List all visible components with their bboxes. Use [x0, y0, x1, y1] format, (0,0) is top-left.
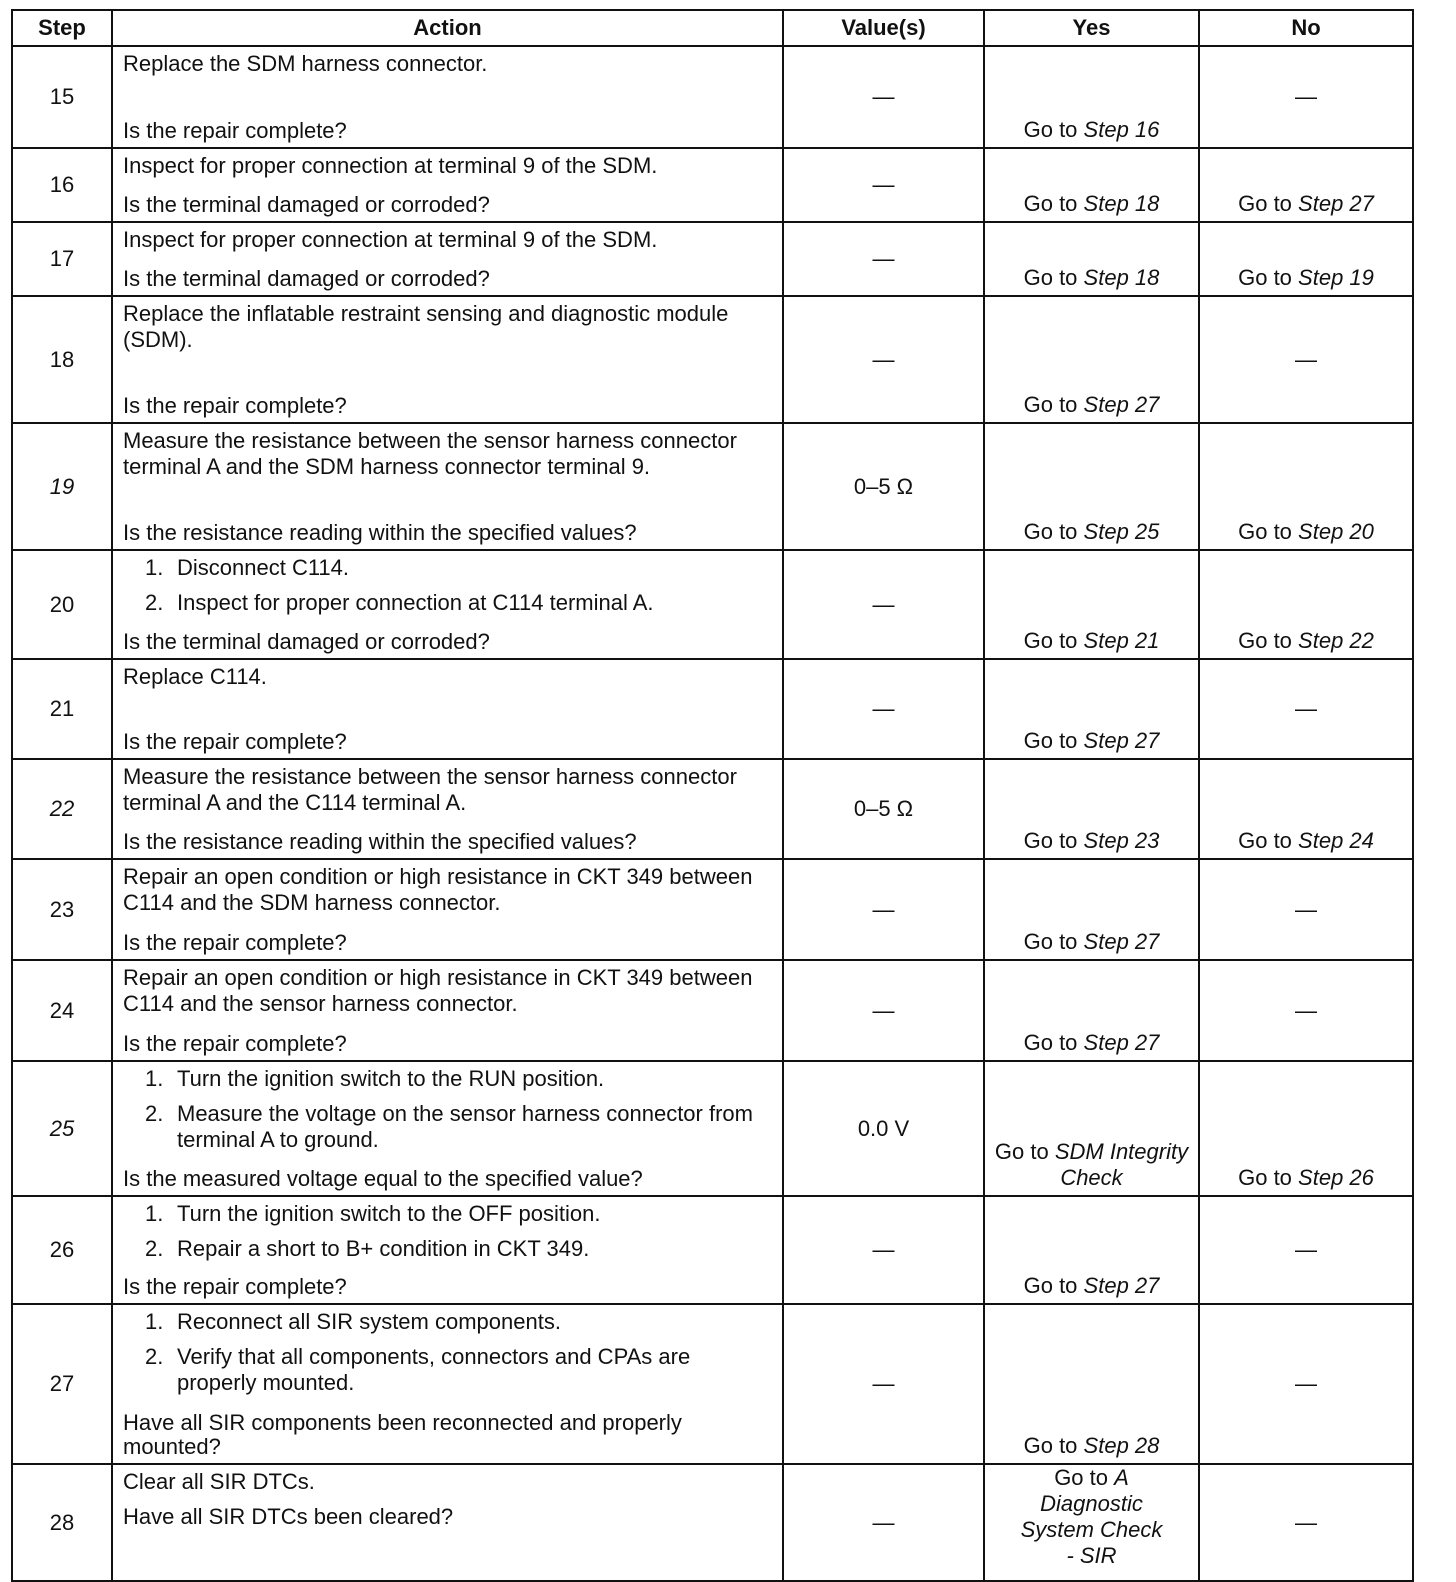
table-row [12, 659, 1413, 759]
step-link[interactable]: SDM Integrity Check [1054, 1139, 1189, 1190]
dash: — [1295, 997, 1317, 1023]
action-cell [112, 960, 783, 1061]
action-content [123, 965, 772, 1056]
step-number: 25 [12, 1061, 112, 1196]
table-row [12, 1304, 1413, 1464]
item-text: Turn the ignition switch to the OFF position. [177, 1201, 601, 1226]
item-number: 2. [145, 590, 164, 615]
action-cell [112, 659, 783, 759]
value-cell: — [783, 859, 984, 960]
step-link[interactable]: Step 16 [1083, 117, 1160, 142]
step-number: 22 [12, 759, 112, 859]
action-cell [112, 859, 783, 960]
step-link[interactable]: Step 19 [1298, 265, 1374, 290]
yes-cell [984, 759, 1199, 859]
numbered-item [123, 1066, 772, 1092]
action-cell [112, 423, 783, 550]
step-number: 15 [12, 46, 112, 148]
step-number: 20 [12, 550, 112, 659]
goto-prefix: Go to [1023, 1030, 1078, 1055]
value-cell: 0–5 Ω [783, 759, 984, 859]
value-cell: — [783, 550, 984, 659]
dash: — [1295, 84, 1317, 109]
yes-cell [984, 46, 1199, 148]
action-line: Replace the inflatable restraint sensing and diagnostic module (SDM). [123, 301, 729, 352]
action-line: Have all SIR DTCs been cleared? [123, 1504, 454, 1529]
action-question: Is the repair complete? [123, 729, 347, 754]
goto-prefix: Go to [1023, 728, 1078, 753]
item-number: 1. [145, 555, 164, 580]
step-link[interactable]: Step 28 [1083, 1433, 1160, 1458]
step-link[interactable]: A Diagnostic System Check - SIR [1020, 1465, 1163, 1568]
yes-cell [984, 550, 1199, 659]
dash: — [1295, 696, 1317, 721]
dash: — [1295, 1509, 1317, 1535]
value-cell: — [783, 1464, 984, 1581]
numbered-item [123, 1236, 772, 1262]
header-step: Step [12, 10, 112, 46]
goto-prefix: Go to [1023, 519, 1078, 544]
value-cell: — [783, 222, 984, 296]
action-content [123, 1469, 772, 1576]
no-cell [1199, 222, 1413, 296]
value-cell: — [783, 46, 984, 148]
action-cell [112, 1196, 783, 1304]
value-cell: — [783, 148, 984, 222]
table-row [12, 859, 1413, 960]
yes-cell [984, 1196, 1199, 1304]
step-link[interactable]: Step 27 [1083, 392, 1160, 417]
goto-prefix: Go to [1023, 1273, 1078, 1298]
action-line: Inspect for proper connection at terminal 9 of the SDM. [123, 153, 658, 178]
step-link[interactable]: Step 27 [1298, 191, 1374, 216]
action-line: Clear all SIR DTCs. [123, 1469, 315, 1494]
item-number: 2. [145, 1344, 164, 1369]
action-content [123, 301, 772, 418]
no-cell [1199, 1304, 1413, 1464]
action-content [123, 1066, 772, 1191]
action-content [123, 555, 772, 654]
action-line: Repair an open condition or high resistance in CKT 349 between C114 and the sensor harness connector. [123, 965, 753, 1016]
dash: — [1295, 1371, 1317, 1396]
yes-cell [984, 423, 1199, 550]
numbered-item [123, 555, 772, 581]
item-text: Repair a short to B+ condition in CKT 349. [177, 1236, 590, 1261]
item-number: 1. [145, 1309, 164, 1334]
step-number: 27 [12, 1304, 112, 1464]
step-number: 19 [12, 423, 112, 550]
numbered-item [123, 1344, 772, 1396]
value-cell: 0–5 Ω [783, 423, 984, 550]
action-content [123, 864, 772, 955]
no-cell [1199, 960, 1413, 1061]
header-no: No [1199, 10, 1413, 46]
no-cell [1199, 1061, 1413, 1196]
goto-prefix: Go to [1023, 265, 1078, 290]
numbered-item [123, 1309, 772, 1335]
step-link[interactable]: Step 26 [1298, 1165, 1374, 1190]
goto-prefix: Go to [1023, 117, 1078, 142]
dash: — [1295, 896, 1317, 922]
action-line: Measure the resistance between the sensor harness connector terminal A and the C114 terminal A. [123, 764, 737, 815]
action-content [123, 51, 772, 143]
no-cell [1199, 1196, 1413, 1304]
action-question: Is the terminal damaged or corroded? [123, 192, 490, 217]
action-content [123, 664, 772, 754]
goto-prefix: Go to [1023, 191, 1078, 216]
diagnostic-table [11, 9, 1414, 1582]
item-text: Turn the ignition switch to the RUN position. [177, 1066, 605, 1091]
action-cell [112, 46, 783, 148]
item-text: Disconnect C114. [177, 555, 350, 580]
item-text: Reconnect all SIR system components. [177, 1309, 561, 1334]
numbered-item [123, 590, 772, 616]
no-cell [1199, 759, 1413, 859]
goto-prefix: Go to [1238, 828, 1292, 853]
action-question: Is the resistance reading within the specified values? [123, 520, 637, 545]
step-number: 28 [12, 1464, 112, 1581]
header-values: Value(s) [783, 10, 984, 46]
step-link[interactable]: Step 22 [1298, 628, 1374, 653]
yes-cell [984, 859, 1199, 960]
yes-cell [984, 659, 1199, 759]
table-row [12, 1061, 1413, 1196]
step-link[interactable]: Step 18 [1083, 191, 1160, 216]
item-number: 2. [145, 1236, 164, 1261]
header-row [12, 10, 1413, 46]
step-number: 16 [12, 148, 112, 222]
action-content [123, 1201, 772, 1299]
yes-cell [984, 148, 1199, 222]
goto-prefix: Go to [1023, 1433, 1078, 1458]
action-question: Is the terminal damaged or corroded? [123, 266, 490, 291]
goto-prefix: Go to [1238, 628, 1292, 653]
goto-prefix: Go to [1238, 191, 1292, 216]
dash: — [1295, 1237, 1317, 1262]
action-question: Is the repair complete? [123, 118, 347, 143]
goto-prefix: Go to [1238, 519, 1292, 544]
goto-prefix: Go to [1023, 929, 1078, 954]
step-link[interactable]: Step 24 [1298, 828, 1374, 853]
action-question: Have all SIR components been reconnected and properly mounted? [123, 1410, 682, 1459]
action-line: Inspect for proper connection at terminal 9 of the SDM. [123, 227, 658, 252]
no-cell [1199, 859, 1413, 960]
step-number: 23 [12, 859, 112, 960]
step-number: 18 [12, 296, 112, 423]
step-link[interactable]: Step 25 [1083, 519, 1160, 544]
item-text: Measure the voltage on the sensor harness connector from terminal A to ground. [177, 1101, 753, 1152]
goto-prefix: Go to [1238, 265, 1292, 290]
table-row [12, 1196, 1413, 1304]
no-cell [1199, 1464, 1413, 1581]
no-cell [1199, 46, 1413, 148]
value-cell: — [783, 296, 984, 423]
table-row [12, 960, 1413, 1061]
step-link[interactable]: Step 27 [1083, 728, 1160, 753]
action-cell [112, 148, 783, 222]
value-cell: — [783, 659, 984, 759]
no-cell [1199, 423, 1413, 550]
action-cell [112, 1061, 783, 1196]
table-row [12, 423, 1413, 550]
yes-cell [984, 1304, 1199, 1464]
action-content [123, 428, 772, 545]
item-number: 2. [145, 1101, 164, 1126]
numbered-item [123, 1201, 772, 1227]
action-cell [112, 296, 783, 423]
action-question: Is the repair complete? [123, 930, 347, 955]
action-question: Is the resistance reading within the specified values? [123, 829, 637, 854]
action-question: Is the repair complete? [123, 1274, 347, 1299]
no-cell [1199, 296, 1413, 423]
no-cell [1199, 550, 1413, 659]
step-link[interactable]: Step 27 [1083, 929, 1160, 954]
no-cell [1199, 148, 1413, 222]
action-line: Repair an open condition or high resistance in CKT 349 between C114 and the SDM harness connector. [123, 864, 753, 915]
action-content [123, 1309, 772, 1459]
action-question: Is the repair complete? [123, 1031, 347, 1056]
value-cell: — [783, 1196, 984, 1304]
value-cell: — [783, 960, 984, 1061]
header-yes: Yes [984, 10, 1199, 46]
table-row [12, 1464, 1413, 1581]
action-question: Is the repair complete? [123, 393, 347, 418]
value-cell: — [783, 1304, 984, 1464]
step-link[interactable]: Step 18 [1083, 265, 1160, 290]
table-row [12, 759, 1413, 859]
action-question: Is the terminal damaged or corroded? [123, 629, 490, 654]
goto-prefix: Go to [1023, 628, 1078, 653]
action-cell [112, 1304, 783, 1464]
step-number: 17 [12, 222, 112, 296]
dash: — [1295, 346, 1317, 372]
table-row [12, 46, 1413, 148]
action-line: Measure the resistance between the sensor harness connector terminal A and the SDM harness connector terminal 9. [123, 428, 737, 479]
step-link[interactable]: Step 23 [1083, 828, 1160, 853]
step-link[interactable]: Step 27 [1083, 1030, 1160, 1055]
step-link[interactable]: Step 27 [1083, 1273, 1160, 1298]
yes-cell [984, 1464, 1199, 1581]
no-cell [1199, 659, 1413, 759]
table-row [12, 148, 1413, 222]
item-text: Inspect for proper connection at C114 terminal A. [177, 590, 654, 615]
action-question: Is the measured voltage equal to the specified value? [123, 1166, 643, 1191]
item-number: 1. [145, 1066, 164, 1091]
yes-cell [984, 960, 1199, 1061]
goto-prefix: Go to [1023, 828, 1078, 853]
action-cell [112, 222, 783, 296]
item-number: 1. [145, 1201, 164, 1226]
action-cell [112, 759, 783, 859]
goto-prefix: Go to [1238, 1165, 1292, 1190]
item-text: Verify that all components, connectors and CPAs are properly mounted. [177, 1344, 691, 1395]
step-number: 24 [12, 960, 112, 1061]
goto-prefix: Go to [1023, 392, 1078, 417]
action-content [123, 764, 772, 854]
goto-prefix: Go to [1054, 1465, 1108, 1490]
step-link[interactable]: Step 21 [1083, 628, 1160, 653]
table-row [12, 222, 1413, 296]
action-content [123, 227, 772, 291]
goto-prefix: Go to [994, 1139, 1049, 1164]
step-number: 26 [12, 1196, 112, 1304]
table-row [12, 550, 1413, 659]
action-line: Replace C114. [123, 664, 267, 689]
header-action: Action [112, 10, 783, 46]
step-link[interactable]: Step 20 [1298, 519, 1374, 544]
value-cell: 0.0 V [783, 1061, 984, 1196]
table-row [12, 296, 1413, 423]
yes-cell [984, 296, 1199, 423]
numbered-item [123, 1101, 772, 1153]
action-cell [112, 550, 783, 659]
action-line: Replace the SDM harness connector. [123, 51, 488, 76]
action-cell [112, 1464, 783, 1581]
action-content [123, 153, 772, 217]
yes-cell [984, 1061, 1199, 1196]
step-number: 21 [12, 659, 112, 759]
yes-cell [984, 222, 1199, 296]
